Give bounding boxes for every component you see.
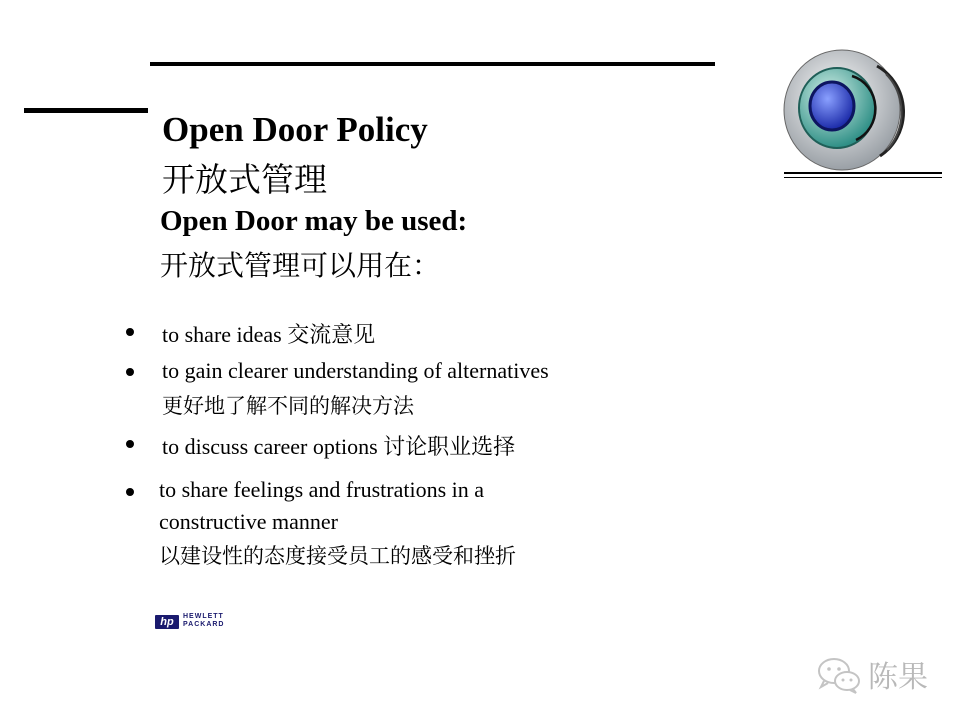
bullet-icon [126,440,134,448]
bullet-text: to discuss career options 讨论职业选择 [162,434,516,459]
subtitle-english: Open Door may be used: [160,205,468,237]
bullet-text: to gain clearer understanding of alternatives [162,358,549,383]
bullet-text-continued: constructive manner [159,509,338,534]
bullet-text: to share feelings and frustrations in a [159,477,485,502]
hp-logo [155,613,241,631]
right-rule-thin [784,177,942,178]
hp-mark-icon: hp [155,615,179,629]
bullet-text-chinese: 更好地了解不同的解决方法 [162,394,414,418]
title-english: Open Door Policy [162,110,428,149]
watermark-text: 陈果 [868,660,928,695]
title-chinese: 开放式管理 [162,160,327,199]
bullet-icon [126,488,134,496]
hp-logo-line1: HEWLETT [183,613,224,620]
bullet-icon [126,328,134,336]
subtitle-chinese: 开放式管理可以用在： [160,249,441,282]
bullet-icon [126,368,134,376]
top-rule [150,62,715,66]
lens-logo-icon [782,44,912,176]
hp-logo-line2: PACKARD [183,621,225,628]
left-rule [24,108,148,113]
bullet-text: to share ideas 交流意见 [162,322,376,347]
bullet-text-chinese: 以建设性的态度接受员工的感受和挫折 [159,544,516,568]
hp-logo-text [183,613,224,629]
wechat-icon [814,654,864,694]
